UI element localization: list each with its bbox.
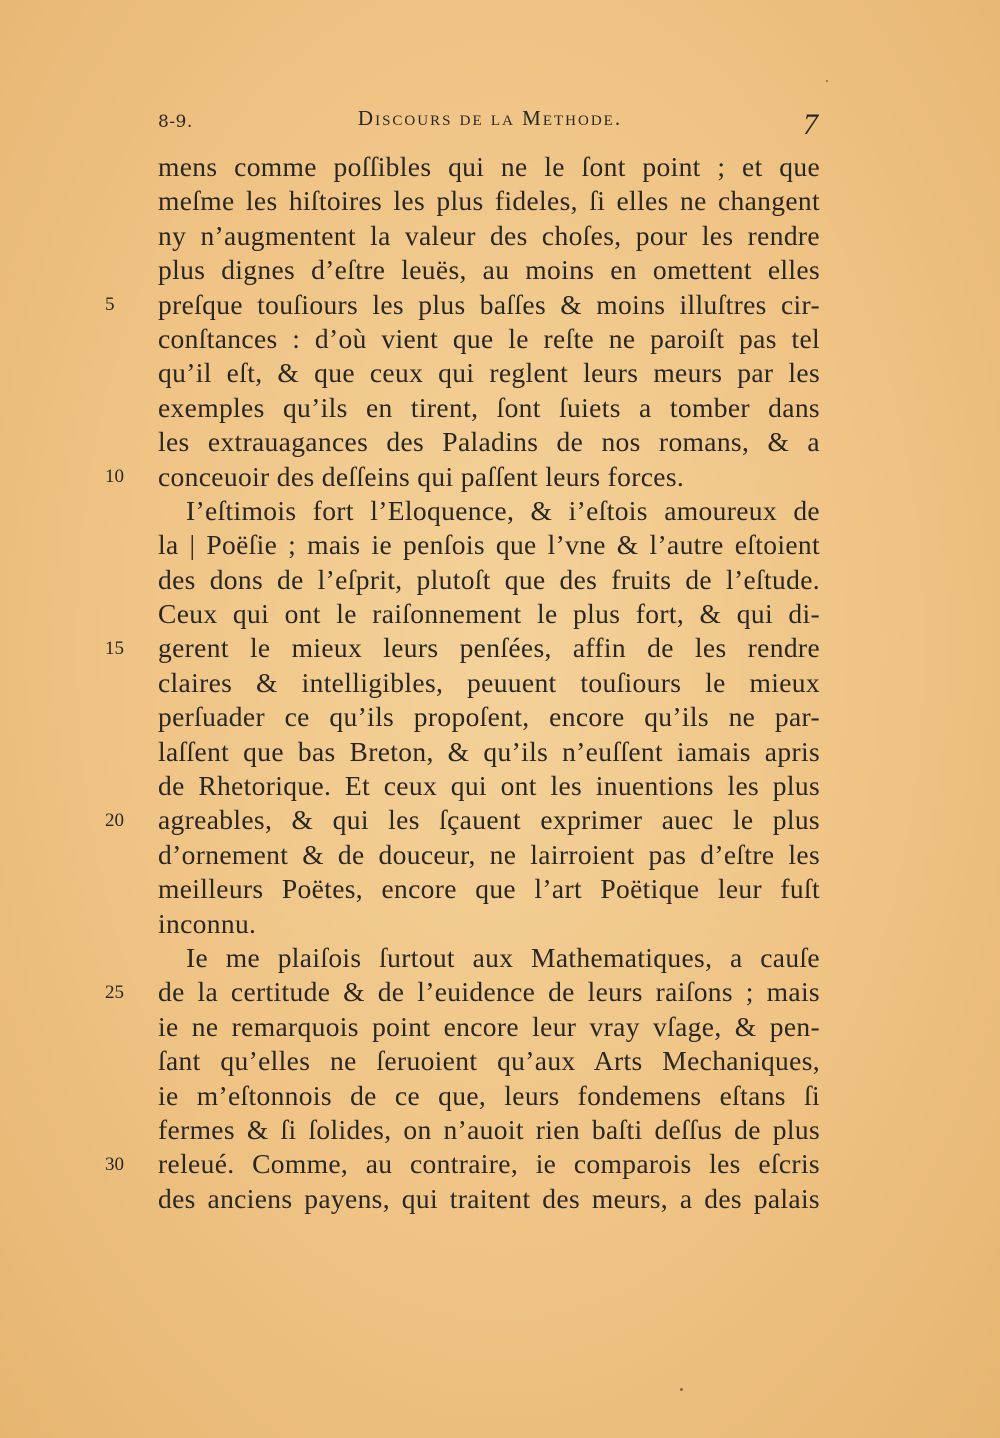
text-line: inconnu. bbox=[158, 907, 257, 939]
line-number-30: 30 bbox=[105, 1154, 124, 1175]
text-line: conceuoir des deſſeins qui paſſent leurs forces. bbox=[158, 460, 685, 492]
line-number-25: 25 bbox=[105, 982, 124, 1003]
line-number-5: 5 bbox=[105, 294, 115, 315]
text-line: qu’il eſt, & que ceux qui reglent leurs meurs par les bbox=[158, 357, 820, 389]
running-head bbox=[158, 104, 822, 144]
text-line: agreables, & qui les ſçauent exprimer auec le plus bbox=[158, 804, 820, 836]
text-line: I’eſtimois fort l’Eloquence, & i’eſtois amoureux de bbox=[186, 494, 820, 526]
text-line: les extrauagances des Paladins de nos romans, & a bbox=[158, 426, 820, 458]
text-line: gerent le mieux leurs penſées, affin de les rendre bbox=[158, 632, 820, 664]
text-line: d’ornement & de douceur, ne lairroient pas d’eſtre les bbox=[158, 838, 820, 870]
text-line: ie m’eſtonnois de ce que, leurs fondemens eſtans ſi bbox=[158, 1079, 820, 1111]
text-line: plus dignes d’eſtre leuës, au moins en omettent elles bbox=[158, 254, 820, 286]
text-line: claires & intelligibles, peuuent touſiours le mieux bbox=[158, 666, 820, 698]
text-line: laſſent que bas Breton, & qu’ils n’euſſent iamais apris bbox=[158, 735, 820, 767]
text-line: Ie me plaiſois ſurtout aux Mathematiques, a cauſe bbox=[186, 941, 820, 973]
text-line: meilleurs Poëtes, encore que l’art Poëtique leur fuſt bbox=[158, 873, 820, 905]
text-line: de Rhetorique. Et ceux qui ont les inuentions les plus bbox=[158, 770, 820, 802]
paper-speck bbox=[826, 80, 828, 82]
text-line: exemples qu’ils en tirent, ſont ſuiets a tomber dans bbox=[158, 391, 820, 423]
text-line: ie ne remarquois point encore leur vray vſage, & pen- bbox=[158, 1010, 820, 1042]
page-range: 8-9. bbox=[158, 112, 193, 132]
text-line: Ceux qui ont le raiſonnement le plus fort, & qui di- bbox=[158, 598, 820, 630]
text-line: des dons de l’eſprit, plutoſt que des fruits de l’eſtude. bbox=[158, 563, 820, 595]
running-title: Discours de la Methode. bbox=[357, 106, 623, 130]
line-number-10: 10 bbox=[105, 466, 124, 487]
paper-speck bbox=[680, 1388, 683, 1391]
text-line: preſque touſiours les plus baſſes & moins illuſtres cir- bbox=[158, 288, 820, 320]
line-number-20: 20 bbox=[105, 810, 124, 831]
text-line: perſuader ce qu’ils propoſent, encore qu’ils ne par- bbox=[158, 701, 820, 733]
body-text bbox=[158, 150, 820, 1216]
text-line: mens comme poſſibles qui ne le ſont point ; et que bbox=[158, 151, 820, 182]
text-line: meſme les hiſtoires les plus fideles, ſi elles ne changent bbox=[158, 185, 820, 217]
text-line: ny n’augmentent la valeur des choſes, pour les rendre bbox=[158, 219, 820, 251]
text-line: fermes & ſi ſolides, on n’auoit rien baſti deſſus de plus bbox=[158, 1113, 820, 1145]
text-line: la | Poëſie ; mais ie penſois que l’vne & l’autre eſtoient bbox=[158, 529, 820, 561]
line-number-15: 15 bbox=[105, 638, 124, 659]
text-line: des anciens payens, qui traitent des meurs, a des palais bbox=[158, 1182, 820, 1214]
text-line: de la certitude & de l’euidence de leurs raiſons ; mais bbox=[158, 976, 820, 1008]
text-line: conſtances : d’où vient que le reſte ne paroiſt pas tel bbox=[158, 322, 820, 354]
page-number: 7 bbox=[803, 108, 818, 141]
text-line: releué. Comme, au contraire, ie comparois les eſcris bbox=[158, 1148, 820, 1180]
text-line: ſant qu’elles ne ſeruoient qu’aux Arts Mechaniques, bbox=[158, 1045, 820, 1077]
